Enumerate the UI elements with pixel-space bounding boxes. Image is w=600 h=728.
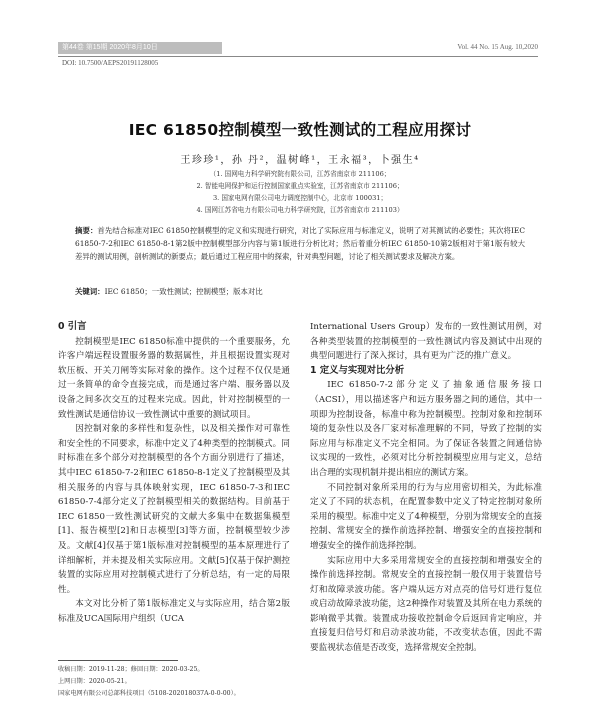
affiliation-4: 4. 国网江苏省电力有限公司电力科学研究院，江苏省南京市 211103） [196,206,404,214]
left-column [58,320,290,626]
intro-paragraph-3-cont: International Users Group）发布的一致性测试用例，对各种类型装置的控制模型的一致性测试内容及测试中出现的典型问题进行了深入探讨，具有更为广泛的推广意义。 [310,322,542,362]
section-1-paragraph-3: 实际应用中大多采用常规安全的直接控制和增强安全的操作前选择控制。常规安全的直接控制一般仅用于装置信号灯和故障录波功能。客户端从远方对点亮的信号灯进行复位或启动故障录波功能，这2种操作对装置及其所在电力系统的影响微乎其微。装置成功接收控制命令后返回肯定响应，并直接复归信号灯和启动录波功能，不改变状态值，因此不需要监视状态值是否改变，选择常规安全控制。 [310,555,542,654]
keywords-text: IEC 61850；一致性测试；控制模型；版本对比 [104,287,263,296]
right-column [310,320,542,656]
journal-issue-label-en: Vol. 44 No. 15 Aug. 10,2020 [457,43,538,51]
authors: 王珍珍¹，孙 丹²，温树峰¹，王永福³，卜强生⁴ [180,155,420,166]
intro-paragraph-2: 因控制对象的多样性和复杂性，以及相关操作对可靠性和安全性的不同要求，标准中定义了4种类型的控制模式。同时标准在多个部分对控制模型的各个方面分别进行了描述，其中IEC 61850-7-2和IEC 61850-8-1定义了控制模型及其相关服务的内容与具体映射实现，IEC 61850-7-3和IEC 61850-7-4部分定义了控制模型相关的数据结构。目前基于IEC 61850一致性测试研究的文献大多集中在数据集模型[1]、报告模型[2]和日志模型[3]等方面，控制模型较少涉及。文献[4]仅基于第1版标准对控制模型的基本原理进行了详细解析，并未提及相关实际应用。文献[5]仅基于保护测控装置的实际应用对控制模式进行了分析总结，有一定的局限性。 [58,424,290,595]
keywords [75,286,525,297]
section-1-paragraph-1: IEC 61850-7-2部分定义了抽象通信服务接口（ACSI），用以描述客户和远方服务器之间的通信，其中一项即为控制设备，标准中称为控制模型。控制对象和控制环境的复杂性以及各厂家对标准理解的不同，导致了控制的实际应用与标准定义不完全相同。为了保证各装置之间通信协议实现的一致性，必须对比分析控制模型应用与定义，总结出合理的实现机制并提出相应的测试方案。 [310,380,542,478]
section-1-paragraph-2: 不同控制对象所采用的行为与应用密切相关，为此标准定义了不同的状态机，在配置参数中定义了特定控制对象所采用的模型。标准中定义了4种模型，分别为常规安全的直接控制、常规安全的操作前选择控制、增强安全的直接控制和增强安全的操作前选择控制。 [310,482,542,551]
paper-title: IEC 61850控制模型一致性测试的工程应用探讨 [128,121,472,139]
abstract-label: 摘要： [75,226,98,235]
footnote-online: 上网日期：2020-05-21。 [58,678,131,685]
page-header [0,0,600,58]
section-1-title: 1 定义与实现对比分析 [310,364,405,376]
footnote-funding: 国家电网有限公司总部科技项目（5108-202018037A-0-0-00）。 [58,690,240,697]
section-0-title: 0 引言 [58,321,87,332]
intro-paragraph-3: 本文对比分析了第1版标准定义与实际应用，结合第2版标准及UCA国际用户组织（UCA [58,599,290,624]
intro-paragraph-1: 控制模型是IEC 61850标准中提供的一个重要服务，允许客户端远程设置服务器的数据属性，并且根据设置实现对软压板、开关刀闸等实际对象的操作。这个过程不仅仅是通过一条简单的命令直接完成，而是通过客户端、服务器以及设备之间多次交互的过程来完成。因此，针对控制模型的一致性测试是通信协议一致性测试中重要的测试项目。 [58,336,290,420]
abstract [75,224,525,264]
doi: DOI: 10.7500/AEPS20191128005 [62,59,159,67]
affiliation-3: 3. 国家电网有限公司电力调度控制中心，北京市 100031； [212,194,388,202]
journal-issue-label: 第44卷 第15期 2020年8月10日 [58,42,222,54]
abstract-text: 首先结合标准对IEC 61850控制模型的定义和实现进行研究，对比了实际应用与标准定义，说明了对其测试的必要性；其次将IEC 61850-7-2和IEC 61850-8-1第2版中控制模型部分内容与第1版进行分析比对；然后着重分析IEC 61850-10第2版相对于第1版有较大差异的测试用例，剖析测试的新要点；最后通过工程应用中的探索，针对典型问题，讨论了相关测试要求及解决方案。 [75,226,525,262]
keywords-label: 关键词： [75,287,105,296]
header-divider [58,56,538,57]
footnote-divider [58,660,178,661]
affiliation-1: （1. 国网电力科学研究院有限公司，江苏省南京市 211106； [209,170,391,178]
affiliation-2: 2. 智能电网保护和运行控制国家重点实验室，江苏省南京市 211106； [196,182,404,190]
footnote-received: 收稿日期：2019-11-28；修回日期：2020-03-25。 [58,666,204,673]
